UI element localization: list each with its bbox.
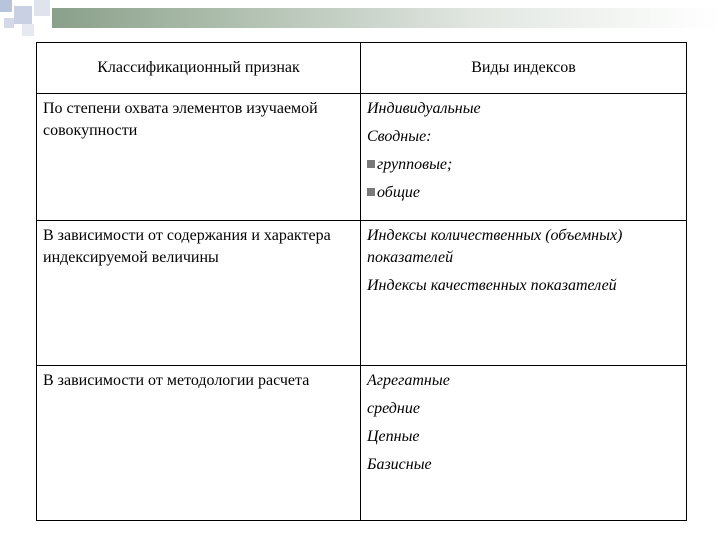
table-header-row [37,43,687,94]
table-row [37,221,687,366]
type-item: Базисные [367,456,432,473]
type-bullet-item [367,154,680,176]
type-item-label: групповые; [377,156,453,173]
type-item-label: общие [377,184,421,201]
types-cell [361,366,687,521]
header-decoration [0,0,720,38]
table-row [37,366,687,521]
index-classification-table [36,42,687,521]
type-item: Индивидуальные [367,100,481,117]
type-item: Сводные: [367,128,432,145]
square-bullet-icon [367,160,375,168]
type-item: Индексы количественных (объемных) показателей [367,227,623,266]
type-item: Цепные [367,428,420,445]
decorative-square [4,18,14,28]
decorative-square [0,0,12,12]
type-bullet-item [367,182,680,204]
types-cell [361,221,687,366]
feature-cell: В зависимости от содержания и характера индексируемой величины [37,221,361,366]
header-types: Виды индексов [361,43,687,94]
header-gradient-bar [52,8,720,28]
types-cell [361,94,687,221]
type-item: средние [367,400,420,417]
feature-cell: В зависимости от методологии расчета [37,366,361,521]
type-item: Индексы качественных показателей [367,277,617,294]
type-item: Агрегатные [367,372,450,389]
decorative-square [34,0,50,16]
square-bullet-icon [367,188,375,196]
decorative-square [22,24,34,36]
decorative-square [14,6,32,24]
header-feature: Классификационный признак [37,43,361,94]
table-row [37,94,687,221]
feature-cell: По степени охвата элементов изучаемой совокупности [37,94,361,221]
